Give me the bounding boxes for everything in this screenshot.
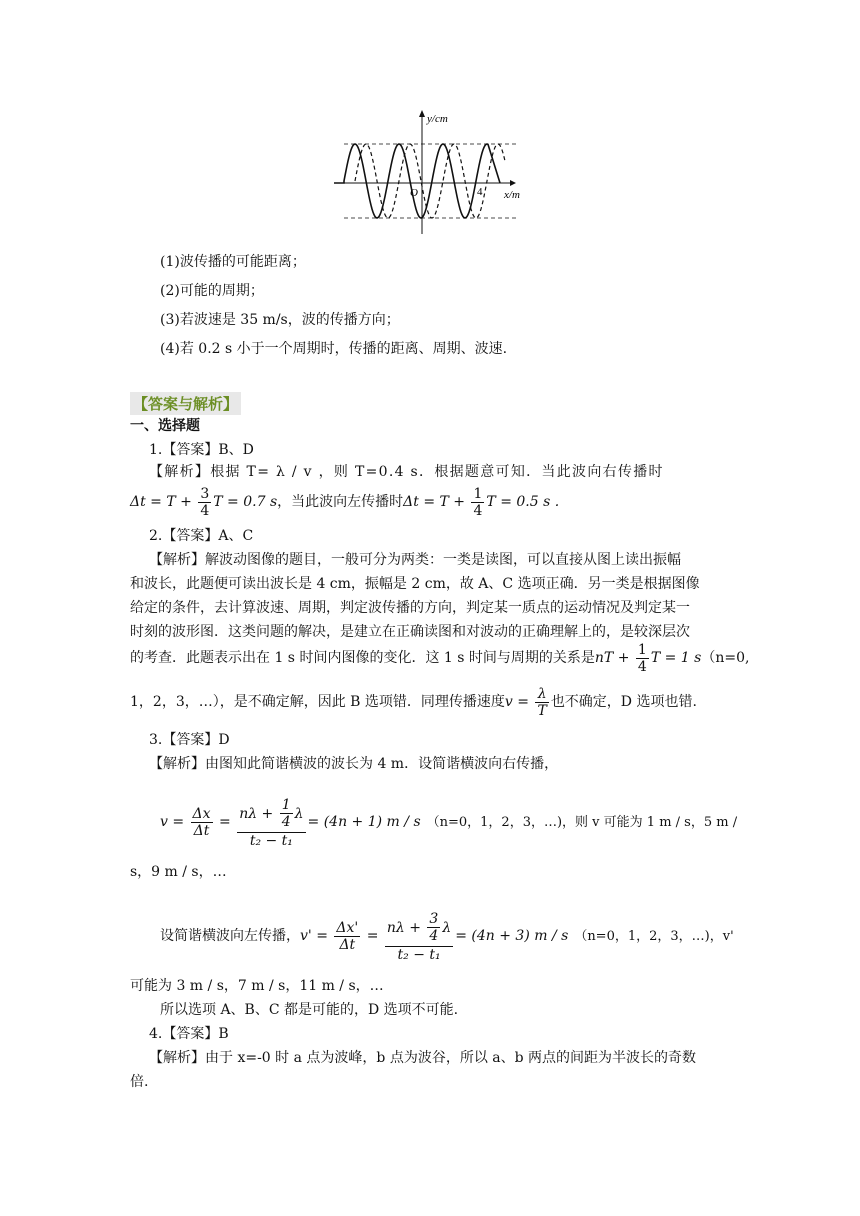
tick-label-4: 4 <box>477 186 483 198</box>
q3-line-cont: s，9 m / s，… <box>130 864 227 880</box>
q2-line2: 和波长，此题便可读出波长是 4 cm，振幅是 2 cm，故 A、C 选项正确．另一类是根据图像 <box>130 576 700 592</box>
q3-big-den2: t₂ − t₁ <box>397 946 441 963</box>
question-2: (2)可能的周期； <box>160 283 264 299</box>
q2-eq-den: 4 <box>637 658 647 675</box>
q3-inner2-a: nλ + <box>386 919 426 936</box>
x-axis-arrow <box>510 180 516 186</box>
q2-eq-frac <box>636 642 649 675</box>
q1-analysis: 【解析】根据 T= λ / v ，则 T=0.4 s．根据题意可知．当此波向右传播时 <box>149 464 664 480</box>
q3-dx-frac <box>191 806 213 839</box>
q1-eq2-rhs: T = 0.5 s . <box>486 494 560 510</box>
q3-inner-frac <box>280 797 293 830</box>
q3-v-lhs: v = <box>160 814 189 830</box>
q3-cond: （n=0，1，2，3，…)，则 v 可能为 1 m / s，5 m / <box>426 815 738 830</box>
q2-line4: 时刻的波形图．这类问题的解决，是建立在正确读图和对波动的正确理解上的，是较深层次 <box>130 624 690 640</box>
q2-v-den: T <box>537 702 547 719</box>
q2-line5 <box>130 640 749 676</box>
q3-dt: Δt <box>193 822 210 839</box>
q1-eq1-frac <box>198 486 211 519</box>
q2-eq-lhs: nT + <box>594 650 634 666</box>
q3-inner-num: 1 <box>281 797 291 813</box>
question-4: (4)若 0.2 s 小于一个周期时，传播的距离、周期、波速. <box>160 341 508 357</box>
q3-conclusion: 所以选项 A、B、C 都是可能的，D 选项不可能. <box>160 1002 459 1018</box>
q3-inner-a: nλ + <box>239 805 278 822</box>
q1-eq1-rhs: T = 0.7 s <box>213 494 278 510</box>
q2-line6-tail: 也不确定，D 选项也错. <box>550 694 697 710</box>
q1-eq2-num: 1 <box>473 485 483 502</box>
q2-eq-rhs: T = 1 s <box>650 650 702 666</box>
q1-eq1-lhs: Δt = T + <box>130 494 197 510</box>
q1-eq2-frac <box>471 486 484 519</box>
q3-left-intro: 设简谐横波向左传播， <box>160 928 300 944</box>
q3-big-den: t₂ − t₁ <box>249 832 293 849</box>
q3-big-frac <box>237 796 305 849</box>
q3-inner-b: λ <box>294 805 304 822</box>
q3-line-cont2: 可能为 3 m / s，7 m / s，11 m / s，… <box>130 978 384 994</box>
q3-eq-left: 设简谐横波向左传播，v' = $\frac{\Delta x'}{\Delta t}$ = nλ + $\frac{3}{4}$ λ t₂ − t₁ = (4n + 3) m / s （n=0，1，2，3，…)，v' <box>160 911 734 963</box>
q2-line5-cond: （n=0, <box>701 650 750 666</box>
q3-cond2: （n=0，1，2，3，…)，v' <box>574 929 734 944</box>
q1-eq1-num: 3 <box>200 485 210 502</box>
y-axis-arrow <box>419 110 425 117</box>
x-axis-label: x/m <box>504 189 520 201</box>
q1-equations <box>130 484 559 520</box>
y-axis-label: y/cm <box>427 113 448 125</box>
q3-v2-lhs: v' = <box>300 928 333 944</box>
q3-eq-right: v = $\frac{\Delta x}{\Delta t}$ = nλ + $\frac{1}{4}$ λ t₂ − t₁ = (4n + 1) m / s （n=0，1，2，3，…)，则 v 可能为 1 m / s，5 m / <box>160 797 738 849</box>
q4-answer: 4.【答案】B <box>149 1026 229 1042</box>
q3-result2: = (4n + 3) m / s <box>455 928 569 944</box>
q3-big-frac2 <box>385 910 453 963</box>
q1-answer: 1.【答案】B、D <box>149 442 254 458</box>
q1-eq2-den: 4 <box>473 502 483 519</box>
q1-eq2-lhs: Δt = T + <box>403 494 470 510</box>
q3-inner2-frac <box>427 911 440 944</box>
q1-mid-text: ，当此波向左传播时 <box>277 494 404 510</box>
q2-v-num: λ <box>535 686 548 703</box>
q2-v-lhs: v = <box>504 694 534 710</box>
q3-dx: Δx <box>192 805 211 822</box>
answer-header: 【答案与解析】 <box>130 392 241 415</box>
q2-answer: 2.【答案】A、C <box>149 528 254 544</box>
q2-eq-num: 1 <box>637 641 647 658</box>
q3-big-num2 <box>385 910 453 947</box>
solid-wave <box>334 144 500 218</box>
q2-line5-text: 的考查．此题表示出在 1 s 时间内图像的变化．这 1 s 时间与周期的关系是 <box>130 650 595 666</box>
question-1: (1)波传播的可能距离； <box>160 254 306 270</box>
q1-eq1-den: 4 <box>200 502 210 519</box>
dashed-wave <box>355 144 505 218</box>
q3-inner-den: 4 <box>281 814 291 830</box>
q2-line3: 给定的条件，去计算波速、周期，判定波传播的方向，判定某一质点的运动情况及判定某一 <box>130 600 690 616</box>
q3-dx2: Δx' <box>336 919 359 936</box>
section-title: 一、选择题 <box>130 418 200 434</box>
q2-line6-text: 1，2，3，…），是不确定解，因此 B 选项错．同理传播速度 <box>130 694 505 710</box>
q2-line1: 【解析】解波动图像的题目，一般可分为两类：一类是读图，可以直接从图上读出振幅 <box>149 552 681 568</box>
q3-inner2-num: 3 <box>429 911 439 927</box>
wave-figure <box>330 108 530 236</box>
q3-inner2-den: 4 <box>429 928 439 944</box>
q3-dx2-frac <box>334 920 360 953</box>
q3-line1: 【解析】由图知此简谐横波的波长为 4 m．设简谐横波向右传播， <box>149 756 559 772</box>
origin-label: O <box>410 187 418 199</box>
q3-answer: 3.【答案】D <box>149 732 230 748</box>
q4-line1: 【解析】由于 x=-0 时 a 点为波峰，b 点为波谷，所以 a、b 两点的间距为半波长的奇数 <box>149 1050 697 1066</box>
q3-dt2: Δt <box>339 936 356 953</box>
q3-inner2-b: λ <box>442 919 452 936</box>
q3-big-num <box>237 796 305 833</box>
q2-line6 <box>130 684 697 720</box>
q2-v-frac <box>535 686 548 719</box>
q4-line2: 倍. <box>130 1074 149 1090</box>
q3-result: = (4n + 1) m / s <box>307 814 421 830</box>
question-3: (3)若波速是 35 m/s，波的传播方向； <box>160 312 400 328</box>
